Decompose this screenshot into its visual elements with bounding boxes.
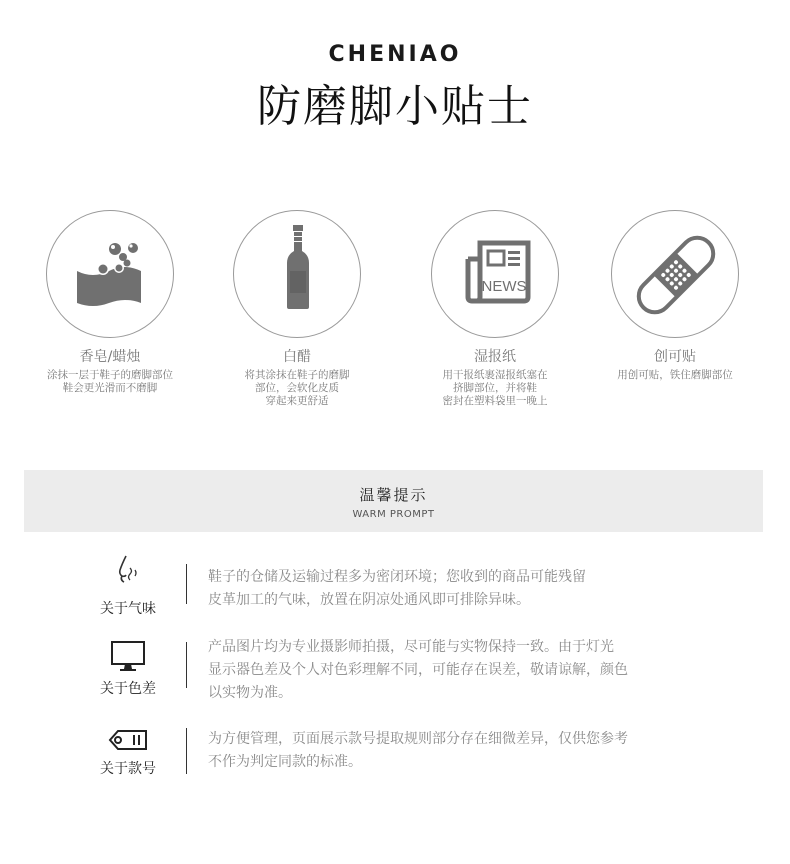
note-label: 关于气味 bbox=[100, 601, 156, 617]
note-label: 关于款号 bbox=[100, 761, 156, 777]
tip-newspaper-circle bbox=[431, 210, 559, 338]
tip-soap bbox=[25, 210, 195, 395]
note-label: 关于色差 bbox=[100, 681, 156, 697]
note-divider bbox=[186, 728, 187, 774]
tip-name: 香皂/蜡烛 bbox=[79, 349, 141, 365]
page-title: 防磨脚小贴士 bbox=[257, 81, 533, 132]
monitor-icon bbox=[106, 638, 150, 674]
bandage-icon bbox=[612, 211, 739, 338]
brand-logo: CHENIAO bbox=[328, 42, 462, 67]
tip-soap-circle bbox=[46, 210, 174, 338]
tip-name: 湿报纸 bbox=[474, 349, 516, 365]
smell-icon bbox=[106, 554, 150, 590]
note-divider bbox=[186, 564, 187, 604]
tip-name: 创可贴 bbox=[654, 349, 696, 365]
tip-description: 涂抹一层于鞋子的磨脚部位 鞋会更光滑而不磨脚 bbox=[47, 369, 173, 394]
note-style-number bbox=[0, 718, 790, 788]
note-color bbox=[0, 634, 790, 704]
tip-newspaper bbox=[410, 210, 580, 408]
tip-bandage bbox=[590, 210, 760, 382]
banner-title: 温馨提示 bbox=[359, 486, 428, 504]
note-smell bbox=[0, 552, 790, 622]
tip-vinegar bbox=[212, 210, 382, 408]
warm-prompt-banner bbox=[24, 470, 763, 532]
tip-vinegar-circle bbox=[233, 210, 361, 338]
tip-bandage-circle bbox=[611, 210, 739, 338]
newspaper-icon bbox=[432, 211, 559, 338]
tip-name: 白醋 bbox=[283, 349, 311, 365]
note-divider bbox=[186, 642, 187, 688]
soap-icon bbox=[47, 211, 174, 338]
tag-icon bbox=[106, 722, 150, 758]
tip-description: 将其涂抹在鞋子的磨脚 部位，会软化皮质 穿起来更舒适 bbox=[244, 369, 350, 407]
banner-subtitle: WARM PROMPT bbox=[352, 509, 435, 520]
tip-description: 用创可贴，铁住磨脚部位 bbox=[617, 369, 733, 381]
vinegar-bottle-icon bbox=[234, 211, 361, 338]
newspaper-label: NEWS bbox=[481, 278, 527, 295]
note-text: 为方便管理，页面展示款号提取规则部分存在细微差异，仅供您参考 不作为判定同款的标准。 bbox=[208, 731, 628, 770]
note-text: 产品图片均为专业摄影师拍摄，尽可能与实物保持一致。由于灯光 显示器色差及个人对色彩理解不同，可能存在误差，敬请谅解，颜色 以实物为准。 bbox=[208, 639, 628, 701]
note-text: 鞋子的仓储及运输过程多为密闭环境；您收到的商品可能残留 皮革加工的气味，放置在阴凉处通风即可排除异味。 bbox=[208, 569, 586, 608]
tip-description: 用干报纸裹湿报纸塞在 挤脚部位，并将鞋 密封在塑料袋里一晚上 bbox=[442, 369, 548, 407]
